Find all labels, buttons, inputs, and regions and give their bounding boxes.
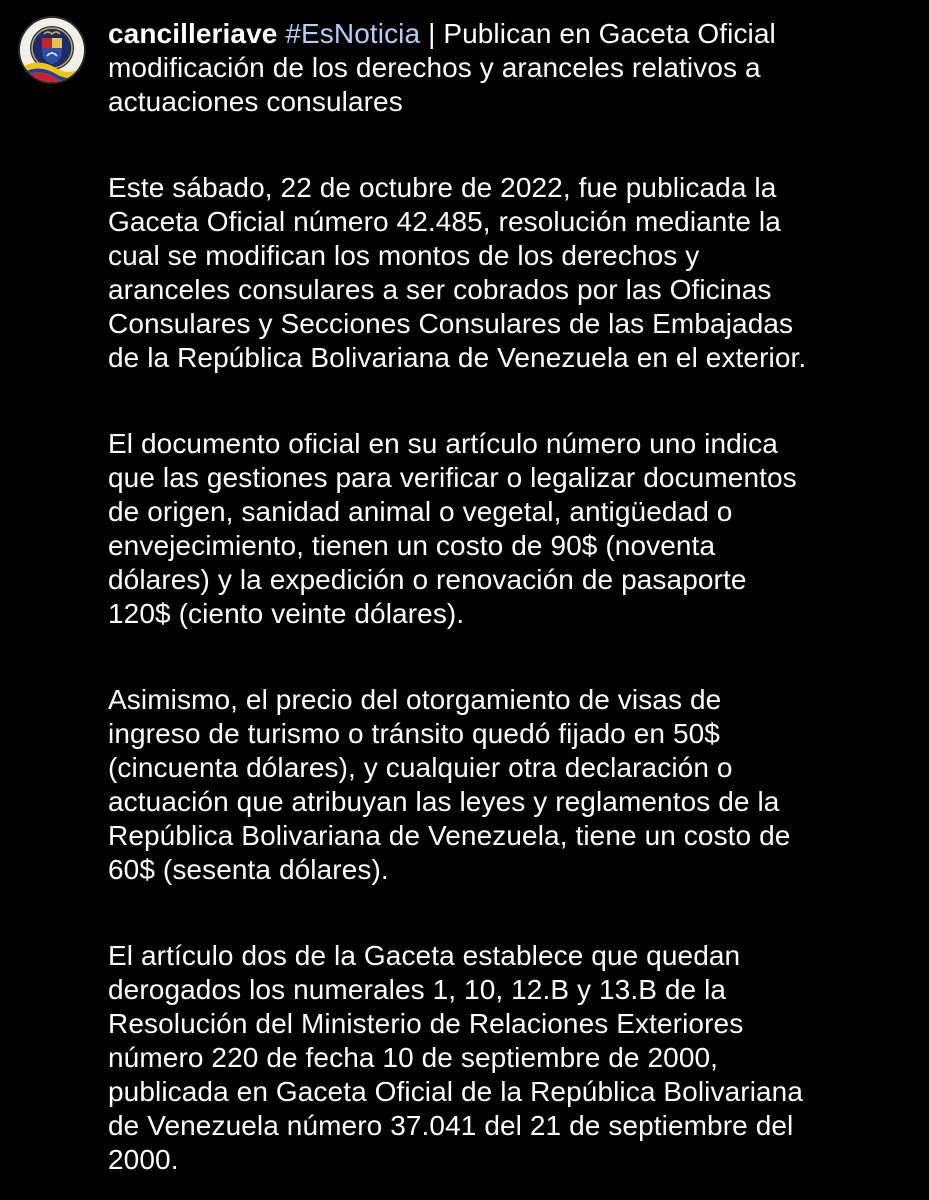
profile-avatar[interactable] — [20, 18, 84, 82]
venezuela-coat-of-arms-icon — [20, 18, 84, 82]
username-link[interactable]: cancilleriave — [108, 18, 278, 49]
paragraph-1: Este sábado, 22 de octubre de 2022, fue publicada la Gaceta Oficial número 42.485, resolución mediante la cual se modifican los montos de los derechos y aranceles consulares a ser cobrados por las Oficinas Consulares y Secciones Consulares de las Embajadas de la República Bolivariana de Venezuela en el exterior. — [108, 172, 807, 373]
caption-headline — [108, 17, 908, 119]
caption-content — [108, 17, 908, 1177]
headline-text: | Publican en Gaceta Oficial modificación de los derechos y aranceles relativos a actuaciones consulares — [108, 18, 776, 117]
hashtag-link[interactable]: #EsNoticia — [285, 18, 421, 49]
paragraph-3: Asimismo, el precio del otorgamiento de visas de ingreso de turismo o tránsito quedó fijado en 50$ (cincuenta dólares), y cualquier otra declaración o actuación que atribuyan las leyes y reglamentos de la República Bolivariana de Venezuela, tiene un costo de 60$ (sesenta dólares). — [108, 684, 791, 885]
paragraph-2: El documento oficial en su artículo número uno indica que las gestiones para verificar o legalizar documentos de origen, sanidad animal o vegetal, antigüedad o envejecimiento, tienen un costo de 90$ (noventa dólares) y la expedición o renovación de pasaporte 120$ (ciento veinte dólares). — [108, 428, 797, 629]
paragraph-4: El artículo dos de la Gaceta establece que quedan derogados los numerales 1, 10, 12.B y 13.B de la Resolución del Ministerio de Relaciones Exteriores número 220 de fecha 10 de septiembre de 2000, publicada en Gaceta Oficial de la República Bolivariana de Venezuela número 37.041 del 21 de septiembre del 2000. — [108, 940, 804, 1175]
